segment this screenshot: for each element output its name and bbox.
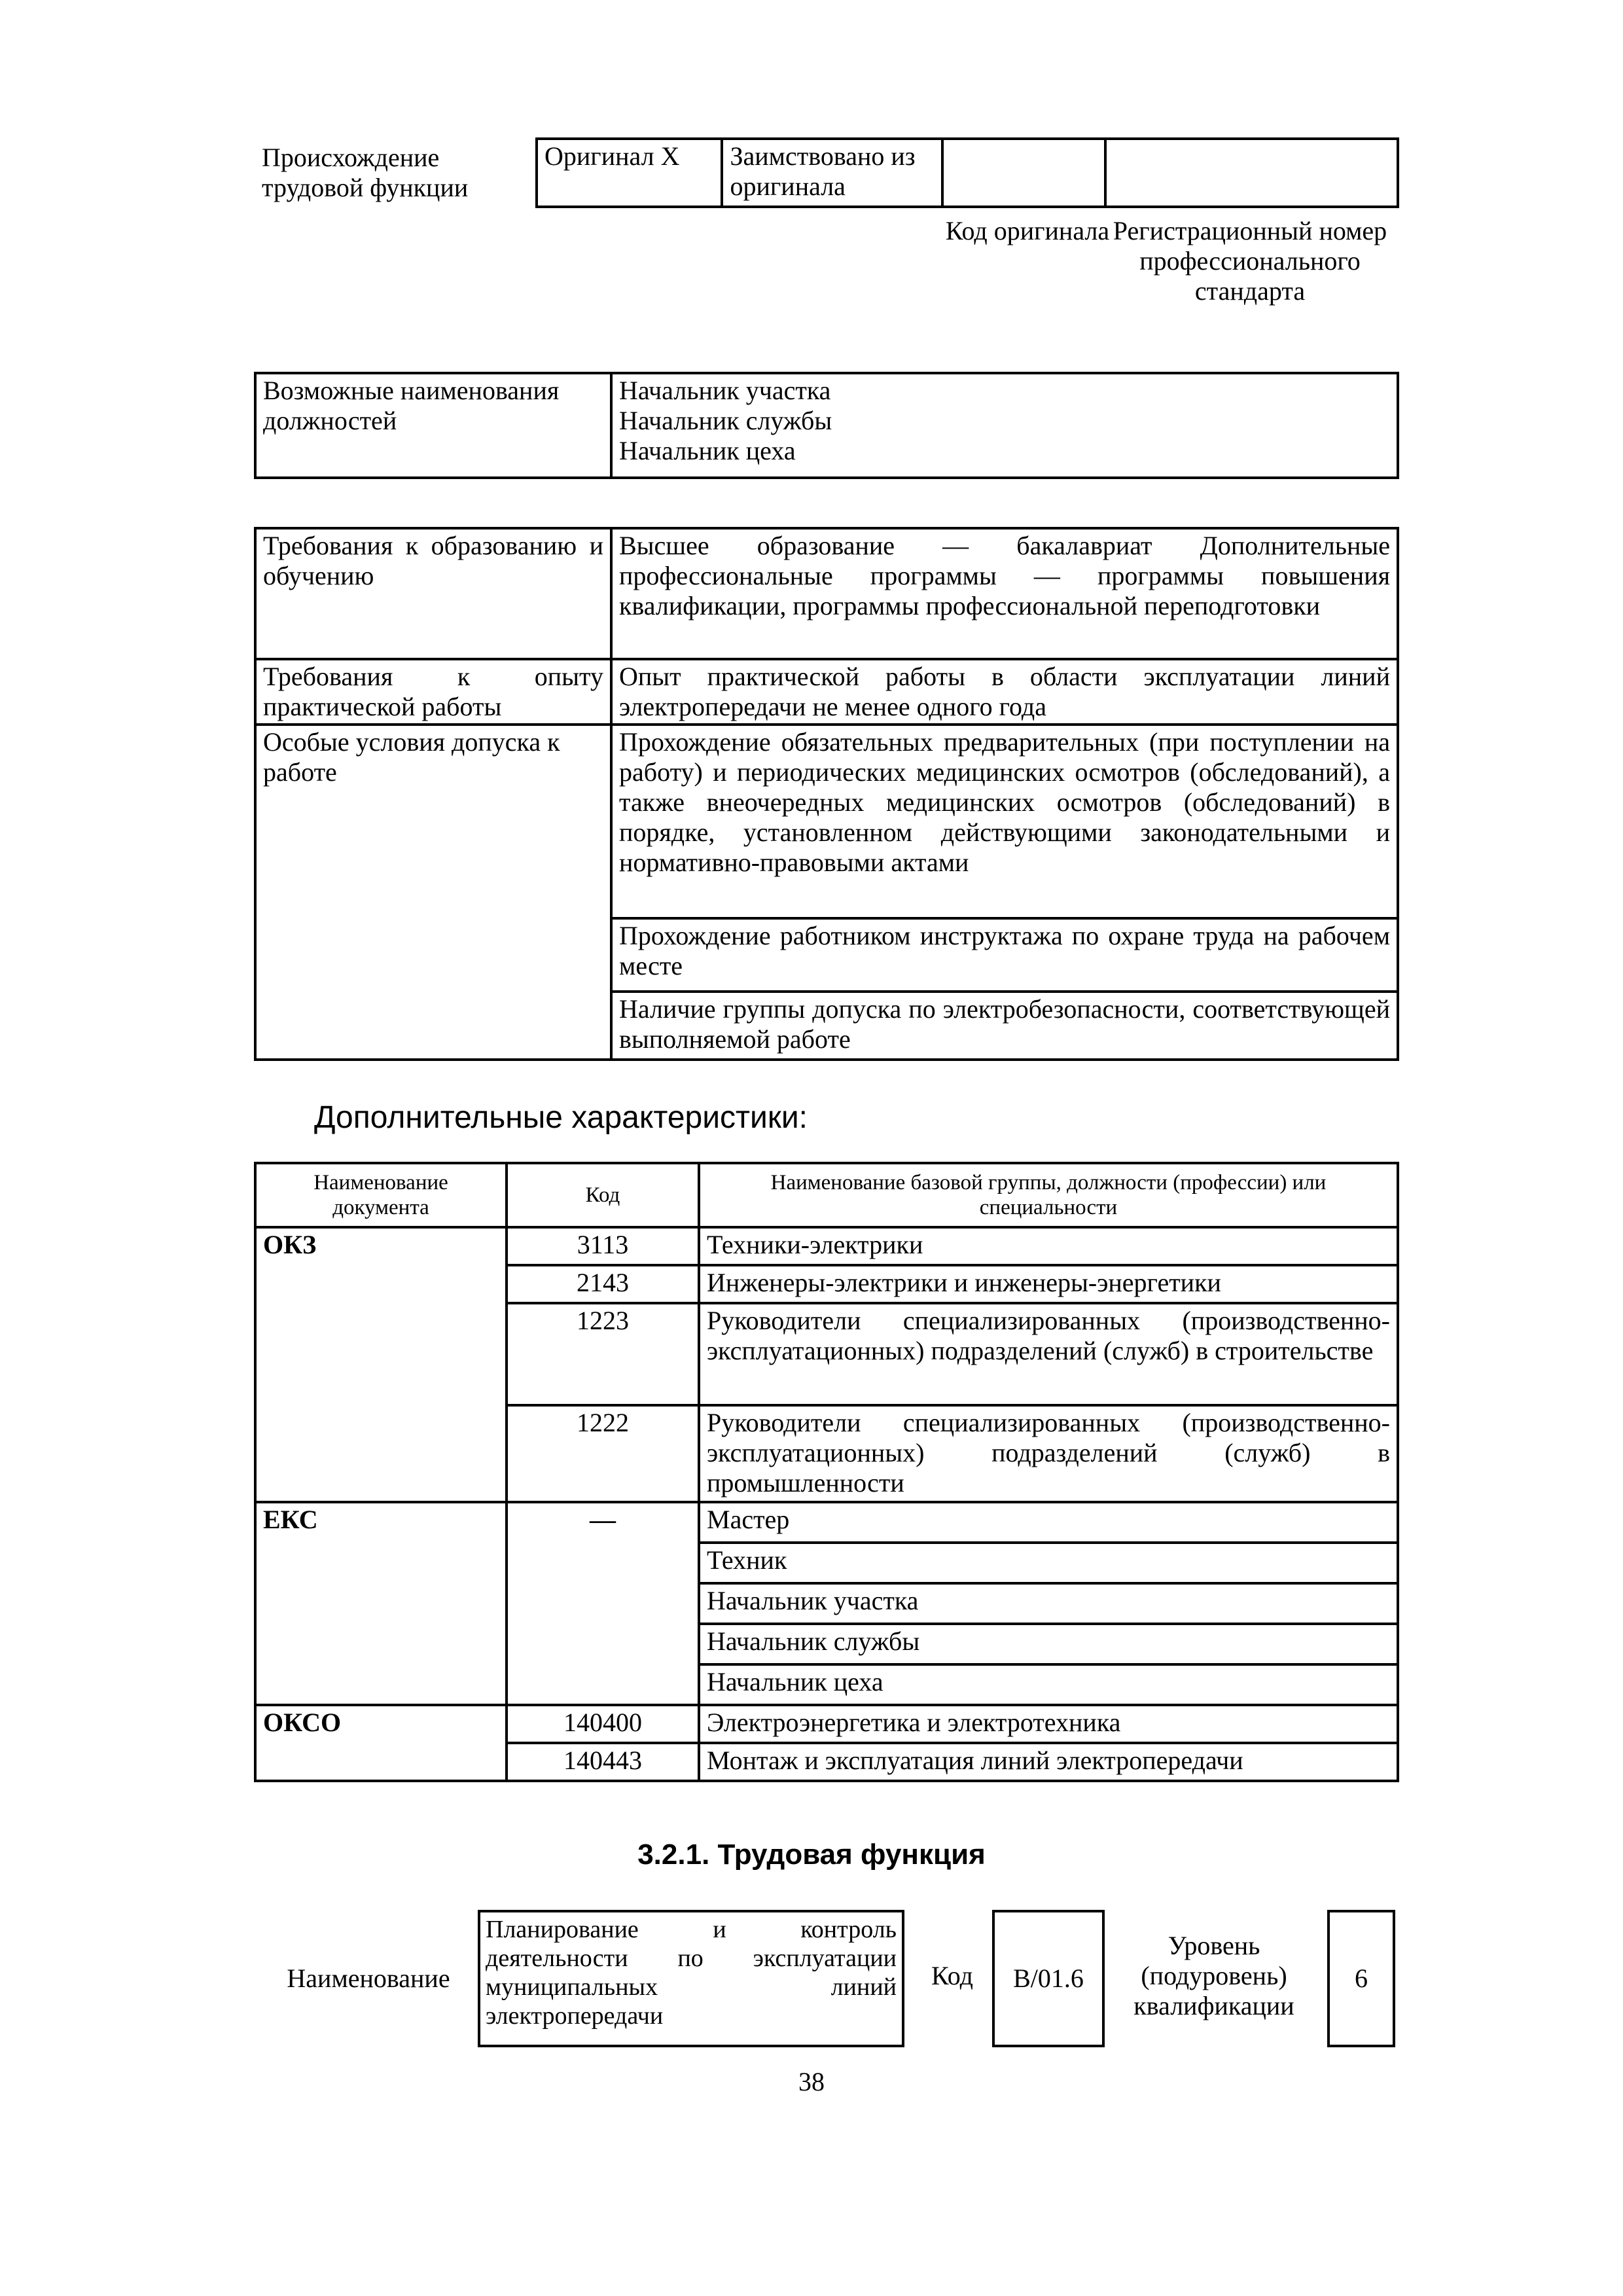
origin-reg-cell bbox=[1105, 139, 1398, 207]
section-title: 3.2.1. Трудовая функция bbox=[637, 1839, 986, 1871]
origin-table bbox=[535, 137, 1399, 208]
position-item: Начальник цеха bbox=[619, 436, 796, 465]
okso-code: 140443 bbox=[507, 1743, 699, 1781]
eks-name: Начальник участка bbox=[699, 1583, 1398, 1624]
okz-code: 2143 bbox=[507, 1265, 699, 1303]
positions-table bbox=[254, 372, 1399, 479]
page-number: 38 bbox=[798, 2067, 825, 2096]
okz-name: Техники-электрики bbox=[699, 1227, 1398, 1265]
extra-okso: ОКСО bbox=[255, 1705, 507, 1781]
positions-label: Возможные наименования должностей bbox=[255, 373, 611, 478]
origin-label: Происхождение трудовой функции bbox=[262, 143, 469, 202]
exp-value: Опыт практической работы в области эксплуатации линий электропередачи не менее одного года bbox=[611, 659, 1398, 725]
extra-h-doc: Наименование документа bbox=[255, 1163, 507, 1227]
requirements-table bbox=[254, 527, 1399, 1061]
okz-code: 1222 bbox=[507, 1405, 699, 1502]
function-level-label: Уровень (подуровень) квалификации bbox=[1133, 1931, 1294, 2020]
origin-original: Оригинал X bbox=[537, 139, 722, 207]
origin-code-label: Код оригинала bbox=[945, 216, 1110, 245]
okz-name: Инженеры-электрики и инженеры-энергетики bbox=[699, 1265, 1398, 1303]
function-code-label: Код bbox=[931, 1961, 973, 1990]
eks-name: Начальник цеха bbox=[699, 1664, 1398, 1705]
function-name-box bbox=[478, 1910, 904, 2047]
function-code-box bbox=[992, 1910, 1105, 2047]
okz-code: 3113 bbox=[507, 1227, 699, 1265]
cond-2: Прохождение работником инструктажа по охране труда на рабочем месте bbox=[611, 918, 1398, 992]
extra-h-name: Наименование базовой группы, должности (профессии) или специальности bbox=[699, 1163, 1398, 1227]
function-code-value: B/01.6 bbox=[993, 1911, 1103, 2046]
position-item: Начальник участка bbox=[619, 376, 831, 405]
okz-name: Руководители специализированных (производственно-эксплуатационных) подразделений (служб) в строительстве bbox=[699, 1303, 1398, 1405]
okz-name: Руководители специализированных (производственно-эксплуатационных) подразделений (служб) в промышленности bbox=[699, 1405, 1398, 1502]
extra-h-code: Код bbox=[507, 1163, 699, 1227]
function-level-box bbox=[1327, 1910, 1395, 2047]
origin-borrowed: Заимствовано из оригинала bbox=[722, 139, 942, 207]
extra-okz: ОКЗ bbox=[255, 1227, 507, 1502]
cond-3: Наличие группы допуска по электробезопасности, соответствующей выполняемой работе bbox=[611, 992, 1398, 1060]
origin-code-cell bbox=[942, 139, 1105, 207]
function-name-label: Наименование bbox=[287, 1964, 450, 1993]
eks-code: — bbox=[507, 1502, 699, 1705]
cond-1: Прохождение обязательных предварительных (при поступлении на работу) и периодических медицинских осмотров (обследований), а также внеочередных медицинских осмотров (обследований) в порядке, установленном действующими законодательными и нормативно-правовыми актами bbox=[611, 725, 1398, 918]
eks-name: Мастер bbox=[699, 1502, 1398, 1543]
okso-code: 140400 bbox=[507, 1705, 699, 1743]
okso-name: Монтаж и эксплуатация линий электропередачи bbox=[699, 1743, 1398, 1781]
function-level-value: 6 bbox=[1329, 1911, 1394, 2046]
exp-label: Требования к опыту практической работы bbox=[255, 659, 611, 725]
eks-name: Техник bbox=[699, 1543, 1398, 1583]
origin-reg-label: Регистрационный номер профессионального стандарта bbox=[1113, 216, 1387, 306]
extra-eks: ЕКС bbox=[255, 1502, 507, 1705]
positions-values bbox=[611, 373, 1398, 478]
extra-table bbox=[254, 1162, 1399, 1782]
okso-name: Электроэнергетика и электротехника bbox=[699, 1705, 1398, 1743]
cond-label: Особые условия допуска к работе bbox=[255, 725, 611, 1060]
edu-label: Требования к образованию и обучению bbox=[255, 528, 611, 659]
okz-code: 1223 bbox=[507, 1303, 699, 1405]
function-name-value: Планирование и контроль деятельности по эксплуатации муниципальных линий электропередачи bbox=[479, 1911, 903, 2046]
eks-name: Начальник службы bbox=[699, 1624, 1398, 1664]
extra-heading: Дополнительные характеристики: bbox=[314, 1100, 808, 1135]
edu-value: Высшее образование — бакалавриат Дополнительные профессиональные программы — программы повышения квалификации, программы профессиональной переподготовки bbox=[611, 528, 1398, 659]
position-item: Начальник службы bbox=[619, 406, 832, 435]
